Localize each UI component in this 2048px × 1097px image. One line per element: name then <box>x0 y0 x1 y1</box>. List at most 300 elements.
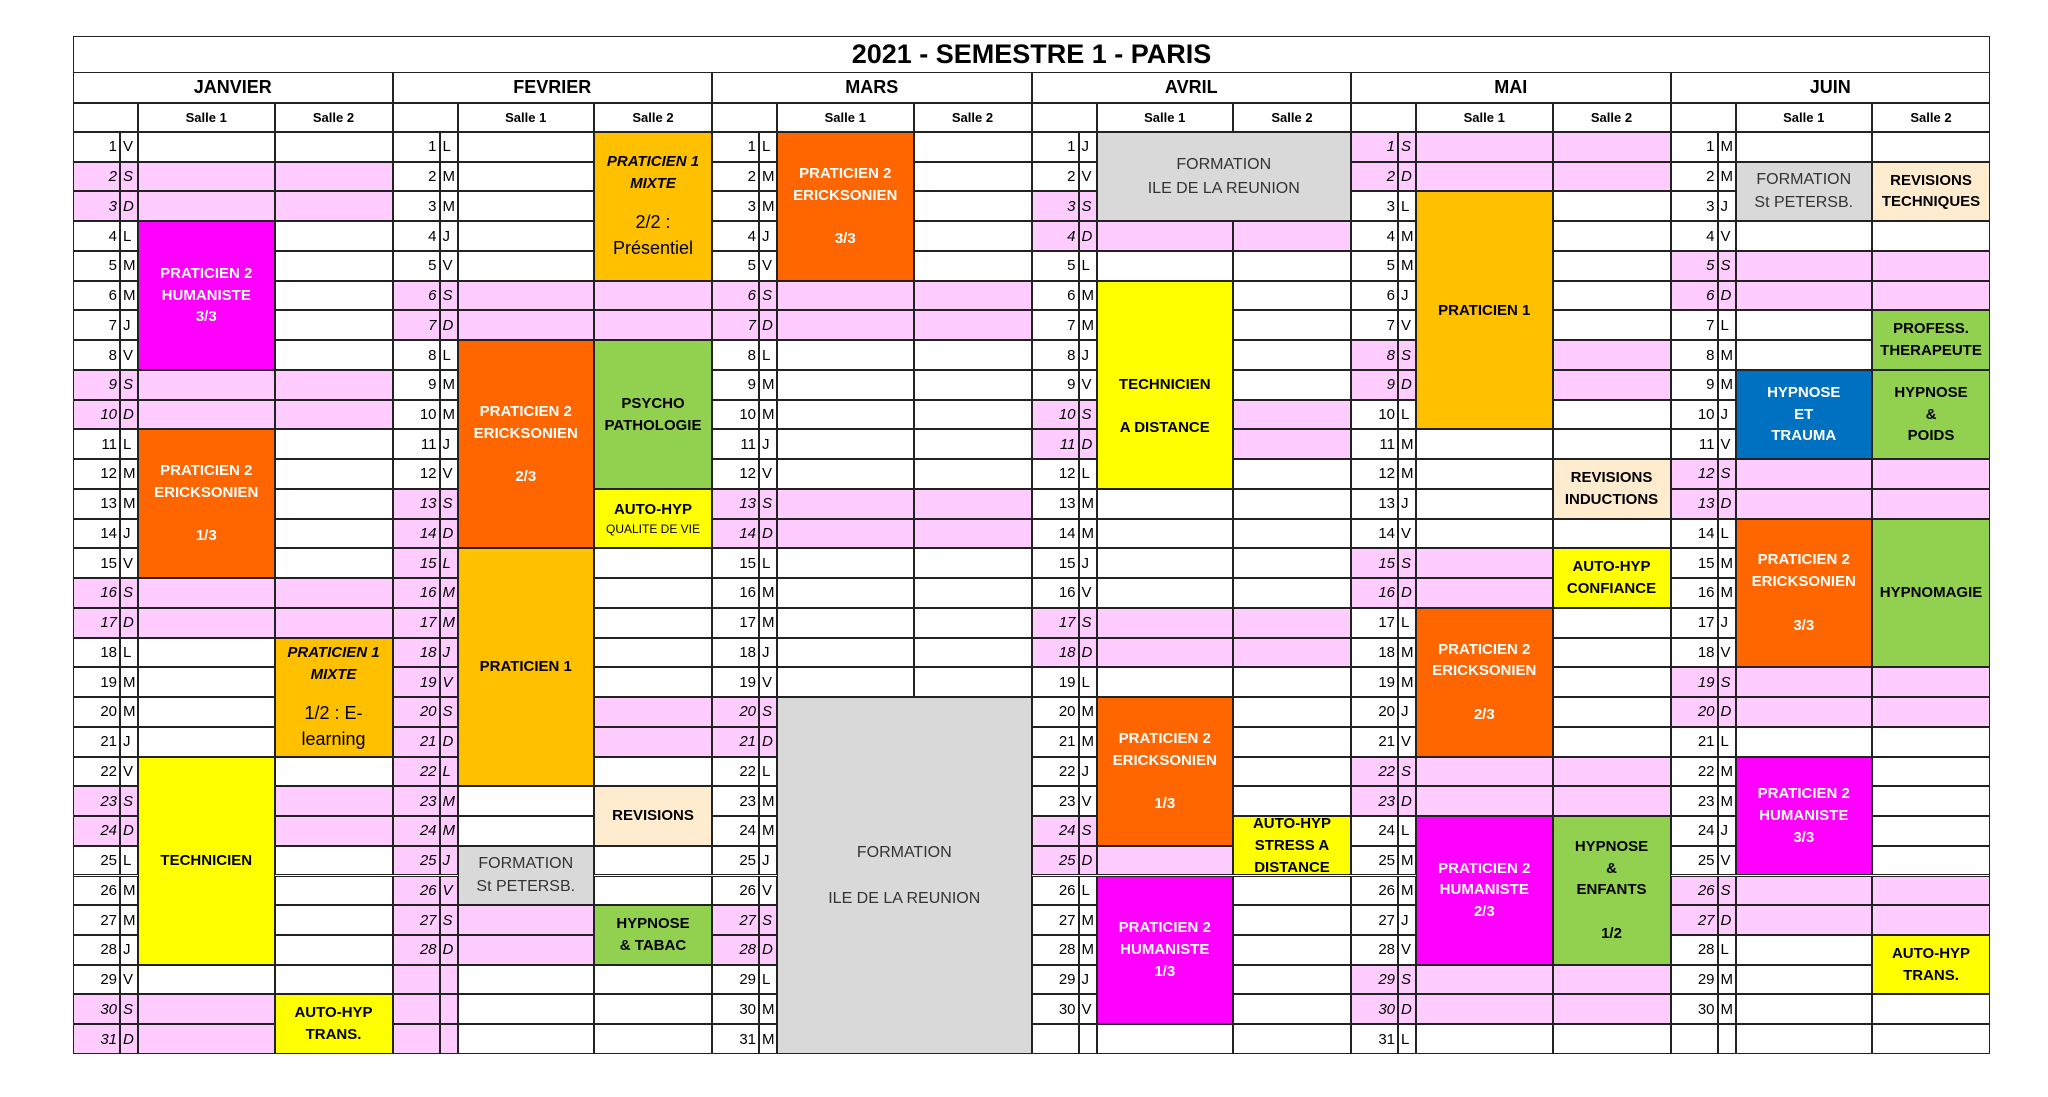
salle1-cell[interactable] <box>777 310 914 340</box>
salle1-cell[interactable] <box>1097 578 1234 608</box>
salle1-cell[interactable] <box>1416 994 1553 1024</box>
salle2-cell[interactable] <box>1553 608 1671 638</box>
salle2-cell[interactable] <box>1233 459 1351 489</box>
salle1-cell[interactable] <box>1736 697 1873 727</box>
salle1-cell[interactable] <box>138 727 275 757</box>
salle1-cell[interactable] <box>458 132 595 162</box>
salle1-cell[interactable] <box>1736 459 1873 489</box>
salle2-cell[interactable] <box>1553 667 1671 697</box>
salle1-cell[interactable] <box>138 578 275 608</box>
salle1-cell[interactable] <box>458 786 595 816</box>
event-praticien-1[interactable] <box>594 132 712 281</box>
salle2-cell[interactable] <box>275 251 393 281</box>
day-letter: M <box>762 1030 775 1048</box>
salle2-cell[interactable] <box>1553 370 1671 400</box>
salle1-cell[interactable] <box>458 1024 595 1054</box>
salle2-cell[interactable] <box>1553 697 1671 727</box>
day-number: 28 <box>419 941 437 959</box>
day-number: 26 <box>739 881 756 899</box>
salle1-cell[interactable] <box>1416 786 1553 816</box>
salle2-cell[interactable] <box>1233 1024 1351 1054</box>
day-letter: L <box>1401 822 1410 840</box>
salle2-cell[interactable] <box>1233 638 1351 668</box>
salle1-cell[interactable] <box>1736 1024 1873 1054</box>
salle2-cell[interactable] <box>1553 281 1671 311</box>
salle2-cell[interactable] <box>1553 132 1671 162</box>
salle2-cell[interactable] <box>914 548 1032 578</box>
salle2-cell[interactable] <box>1553 191 1671 221</box>
event-praticien-1[interactable] <box>458 548 595 786</box>
day-number: 18 <box>739 643 756 661</box>
salle2-cell[interactable] <box>275 370 393 400</box>
salle2-cell[interactable] <box>1553 638 1671 668</box>
salle1-cell[interactable] <box>1736 667 1873 697</box>
salle2-cell[interactable] <box>1872 846 1990 876</box>
salle1-cell[interactable] <box>777 429 914 459</box>
event-technicien[interactable] <box>138 757 275 965</box>
salle1-cell[interactable] <box>1736 994 1873 1024</box>
salle2-cell[interactable] <box>1233 281 1351 311</box>
event-praticien-2[interactable] <box>1416 608 1553 757</box>
salle2-cell[interactable] <box>1233 786 1351 816</box>
salle2-cell[interactable] <box>594 846 712 876</box>
salle2-cell[interactable] <box>1233 727 1351 757</box>
salle2-cell[interactable] <box>1872 1024 1990 1054</box>
salle1-cell[interactable] <box>1736 965 1873 995</box>
day-number: 12 <box>1697 465 1715 483</box>
salle2-cell[interactable] <box>275 459 393 489</box>
salle2-cell[interactable] <box>1872 905 1990 935</box>
salle2-cell[interactable] <box>1233 667 1351 697</box>
salle2-cell[interactable] <box>1553 786 1671 816</box>
salle2-cell[interactable] <box>914 310 1032 340</box>
salle2-cell[interactable] <box>1872 697 1990 727</box>
salle2-cell[interactable] <box>594 994 712 1024</box>
salle2-cell[interactable] <box>275 429 393 459</box>
salle1-cell[interactable] <box>1416 548 1553 578</box>
salle2-cell[interactable] <box>1233 251 1351 281</box>
event-praticien-2[interactable] <box>458 340 595 548</box>
event-formation[interactable] <box>777 697 1032 1054</box>
event-hypnomagie[interactable] <box>1872 519 1990 668</box>
day-letter: J <box>1720 614 1728 632</box>
day-number: 8 <box>108 346 117 364</box>
day-number: 24 <box>419 822 437 840</box>
salle1-cell[interactable] <box>1736 340 1873 370</box>
salle2-cell[interactable] <box>1553 965 1671 995</box>
event-praticien-2[interactable] <box>1097 697 1234 846</box>
day-number: 3 <box>1386 197 1395 215</box>
day-letter: L <box>442 138 451 156</box>
salle2-cell[interactable] <box>1233 876 1351 906</box>
salle1-cell[interactable] <box>458 221 595 251</box>
event-praticien-1[interactable] <box>275 638 393 757</box>
day-letter: S <box>442 495 453 513</box>
salle2-cell[interactable] <box>275 608 393 638</box>
salle2-cell[interactable] <box>914 638 1032 668</box>
salle1-cell[interactable] <box>138 162 275 192</box>
salle1-cell[interactable] <box>138 191 275 221</box>
event-profess-[interactable] <box>1872 310 1990 369</box>
salle2-cell[interactable] <box>1233 340 1351 370</box>
salle2-cell[interactable] <box>914 429 1032 459</box>
salle1-cell[interactable] <box>1736 221 1873 251</box>
salle2-cell[interactable] <box>1872 489 1990 519</box>
salle2-cell[interactable] <box>594 578 712 608</box>
salle1-cell[interactable] <box>138 697 275 727</box>
day-letter: J <box>1401 703 1409 721</box>
salle2-cell[interactable] <box>1233 608 1351 638</box>
salle1-cell[interactable] <box>1416 132 1553 162</box>
event-hypnose[interactable] <box>1553 816 1671 965</box>
salle2-cell[interactable] <box>275 132 393 162</box>
salle1-cell[interactable] <box>1416 489 1553 519</box>
salle2-cell[interactable] <box>594 548 712 578</box>
salle2-cell[interactable] <box>275 162 393 192</box>
day-letter: J <box>123 524 131 542</box>
day-letter: D <box>762 524 773 542</box>
salle1-cell[interactable] <box>458 905 595 935</box>
salle1-cell[interactable] <box>138 1024 275 1054</box>
salle1-cell[interactable] <box>1736 310 1873 340</box>
salle1-cell[interactable] <box>458 994 595 1024</box>
day-number: 5 <box>1386 257 1395 275</box>
event-praticien-2[interactable] <box>138 221 275 370</box>
salle2-cell[interactable] <box>914 370 1032 400</box>
day-letter: M <box>1401 852 1414 870</box>
day-letter: L <box>762 971 771 989</box>
day-number: 26 <box>100 881 117 899</box>
event-revisions[interactable] <box>594 786 712 845</box>
salle2-cell[interactable] <box>914 191 1032 221</box>
event-praticien-2[interactable] <box>1736 757 1873 876</box>
event-hypnose[interactable] <box>594 905 712 964</box>
salle2-cell[interactable] <box>914 221 1032 251</box>
salle1-cell[interactable] <box>1097 667 1234 697</box>
salle2-cell[interactable] <box>1872 667 1990 697</box>
event-label-line: 1/3 <box>1154 795 1176 813</box>
day-letter: S <box>1720 673 1731 691</box>
salle2-cell[interactable] <box>1872 994 1990 1024</box>
day-number: 6 <box>108 287 117 305</box>
salle2-cell[interactable] <box>275 846 393 876</box>
day-letter: V <box>1401 316 1412 334</box>
salle1-cell[interactable] <box>777 578 914 608</box>
event-formation[interactable] <box>1097 132 1352 221</box>
salle1-cell[interactable] <box>1097 251 1234 281</box>
day-number: 2 <box>1706 168 1715 186</box>
salle1-cell[interactable] <box>1416 429 1553 459</box>
salle1-cell[interactable] <box>458 251 595 281</box>
salle1-cell[interactable] <box>1097 846 1234 876</box>
salle1-cell[interactable] <box>1416 459 1553 489</box>
salle2-cell[interactable] <box>1233 429 1351 459</box>
salle2-cell[interactable] <box>1872 281 1990 311</box>
day-number: 18 <box>419 643 437 661</box>
salle2-cell[interactable] <box>1233 221 1351 251</box>
salle1-cell[interactable] <box>777 400 914 430</box>
salle2-cell[interactable] <box>1872 251 1990 281</box>
event-formation[interactable] <box>458 846 595 905</box>
salle1-cell[interactable] <box>138 400 275 430</box>
salle1-cell[interactable] <box>777 370 914 400</box>
salle1-cell[interactable] <box>1097 221 1234 251</box>
salle2-cell[interactable] <box>1553 400 1671 430</box>
salle2-cell[interactable] <box>1233 757 1351 787</box>
salle1-cell[interactable] <box>777 548 914 578</box>
salle2-cell[interactable] <box>914 608 1032 638</box>
salle2-cell[interactable] <box>914 519 1032 549</box>
day-number: 6 <box>1067 287 1076 305</box>
day-letter: D <box>442 733 454 751</box>
salle2-cell[interactable] <box>1553 757 1671 787</box>
salle1-cell[interactable] <box>1736 876 1873 906</box>
event-revisions[interactable] <box>1872 162 1990 221</box>
salle2-cell[interactable] <box>275 578 393 608</box>
salle2-cell[interactable] <box>1553 727 1671 757</box>
salle1-cell[interactable] <box>458 816 595 846</box>
salle2-cell[interactable] <box>914 251 1032 281</box>
salle1-cell[interactable] <box>458 310 595 340</box>
salle1-cell[interactable] <box>1736 905 1873 935</box>
salle2-cell[interactable] <box>275 905 393 935</box>
salle2-cell[interactable] <box>275 281 393 311</box>
day-letter: S <box>1401 346 1412 364</box>
event-praticien-1[interactable] <box>1416 191 1553 429</box>
day-number: 28 <box>739 941 756 959</box>
salle2-cell[interactable] <box>275 340 393 370</box>
salle2-cell[interactable] <box>275 816 393 846</box>
header-blank <box>73 103 138 132</box>
event-praticien-2[interactable] <box>1416 816 1553 965</box>
event-auto-hyp[interactable] <box>1233 816 1351 875</box>
salle2-cell[interactable] <box>1233 994 1351 1024</box>
salle2-cell[interactable] <box>275 965 393 995</box>
event-auto-hyp[interactable] <box>275 994 393 1053</box>
event-label-line: 3/3 <box>195 308 217 326</box>
salle1-cell[interactable] <box>138 638 275 668</box>
salle1-cell[interactable] <box>1416 757 1553 787</box>
event-revisions[interactable] <box>1553 459 1671 518</box>
salle1-cell[interactable] <box>1097 608 1234 638</box>
salle2-cell[interactable] <box>914 281 1032 311</box>
header-blank <box>1671 103 1736 132</box>
salle2-cell[interactable] <box>1233 965 1351 995</box>
day-number: 30 <box>739 1000 756 1018</box>
salle2-cell[interactable] <box>1872 786 1990 816</box>
day-letter: S <box>442 703 453 721</box>
day-letter: M <box>762 822 775 840</box>
event-praticien-2[interactable] <box>1097 876 1234 1025</box>
salle1-cell[interactable] <box>1736 251 1873 281</box>
event-label-line: PRATICIEN 2 <box>1118 919 1211 937</box>
day-letter: J <box>1081 554 1089 572</box>
day-letter: D <box>1081 852 1093 870</box>
salle2-cell[interactable] <box>1233 697 1351 727</box>
salle2-cell[interactable] <box>275 935 393 965</box>
salle2-cell[interactable] <box>275 519 393 549</box>
salle2-cell[interactable] <box>1553 994 1671 1024</box>
event-hypnose[interactable] <box>1872 370 1990 459</box>
salle1-cell[interactable] <box>458 935 595 965</box>
event-label-line: AUTO-HYP <box>1572 558 1651 576</box>
salle1-cell[interactable] <box>777 281 914 311</box>
salle2-cell[interactable] <box>1233 489 1351 519</box>
salle2-cell[interactable] <box>594 638 712 668</box>
salle2-cell[interactable] <box>914 459 1032 489</box>
day-letter: V <box>1720 227 1731 245</box>
salle2-cell[interactable] <box>1872 876 1990 906</box>
event-label-line: HUMANISTE <box>1439 881 1529 899</box>
salle2-cell[interactable] <box>1233 935 1351 965</box>
day-letter: J <box>442 852 450 870</box>
event-hypnose[interactable] <box>1736 370 1873 459</box>
salle2-cell[interactable] <box>594 608 712 638</box>
salle2-cell[interactable] <box>594 281 712 311</box>
event-label-line: ERICKSONIEN <box>1432 662 1537 680</box>
salle2-cell[interactable] <box>1872 816 1990 846</box>
salle2-cell[interactable] <box>1553 429 1671 459</box>
salle2-cell[interactable] <box>914 340 1032 370</box>
salle1-cell[interactable] <box>1097 1024 1234 1054</box>
salle1-cell[interactable] <box>1097 638 1234 668</box>
salle1-cell[interactable] <box>1416 1024 1553 1054</box>
salle2-cell[interactable] <box>594 727 712 757</box>
salle1-cell[interactable] <box>1736 727 1873 757</box>
day-number: 8 <box>1386 346 1395 364</box>
day-number: 10 <box>739 406 756 424</box>
salle1-cell[interactable] <box>1736 281 1873 311</box>
salle1-cell[interactable] <box>1416 162 1553 192</box>
salle1-cell[interactable] <box>138 667 275 697</box>
salle1-cell[interactable] <box>138 370 275 400</box>
salle1-header: Salle 1 <box>185 110 227 125</box>
salle2-cell[interactable] <box>914 132 1032 162</box>
salle2-cell[interactable] <box>594 757 712 787</box>
salle2-cell[interactable] <box>1872 757 1990 787</box>
salle2-cell[interactable] <box>275 757 393 787</box>
salle2-cell[interactable] <box>1553 1024 1671 1054</box>
day-number: 2 <box>747 168 756 186</box>
salle1-cell[interactable] <box>458 162 595 192</box>
salle1-cell[interactable] <box>138 994 275 1024</box>
salle1-cell[interactable] <box>138 965 275 995</box>
event-label-line: PRATICIEN 2 <box>160 462 253 480</box>
day-number: 20 <box>100 703 117 721</box>
day-letter: L <box>442 346 451 364</box>
day-number: 9 <box>108 376 117 394</box>
salle2-cell[interactable] <box>1233 370 1351 400</box>
salle1-cell[interactable] <box>1416 965 1553 995</box>
salle2-cell[interactable] <box>1553 162 1671 192</box>
salle1-cell[interactable] <box>777 489 914 519</box>
salle1-cell[interactable] <box>1736 935 1873 965</box>
event-praticien-2[interactable] <box>777 132 914 281</box>
event-auto-hyp[interactable] <box>1553 548 1671 607</box>
day-letter: L <box>1081 257 1090 275</box>
salle2-cell[interactable] <box>275 191 393 221</box>
event-psycho[interactable] <box>594 340 712 489</box>
salle1-cell[interactable] <box>138 608 275 638</box>
salle1-cell[interactable] <box>138 132 275 162</box>
salle2-cell[interactable] <box>1553 340 1671 370</box>
event-auto-hyp-trans-[interactable] <box>1872 935 1990 994</box>
event-technicien[interactable] <box>1097 281 1234 489</box>
salle1-cell[interactable] <box>1736 132 1873 162</box>
day-letter: J <box>442 227 450 245</box>
salle2-cell[interactable] <box>1872 459 1990 489</box>
day-letter: D <box>123 822 134 840</box>
salle1-cell[interactable] <box>458 281 595 311</box>
salle2-cell[interactable] <box>275 489 393 519</box>
salle1-cell[interactable] <box>1097 519 1234 549</box>
salle1-cell[interactable] <box>777 340 914 370</box>
salle2-cell[interactable] <box>1553 221 1671 251</box>
salle2-cell[interactable] <box>1872 221 1990 251</box>
salle2-cell[interactable] <box>1553 310 1671 340</box>
salle2-cell[interactable] <box>275 221 393 251</box>
salle2-cell[interactable] <box>275 786 393 816</box>
salle2-cell[interactable] <box>1233 578 1351 608</box>
salle1-cell[interactable] <box>777 638 914 668</box>
salle2-cell[interactable] <box>1233 400 1351 430</box>
salle2-cell[interactable] <box>1553 519 1671 549</box>
salle2-cell[interactable] <box>1233 905 1351 935</box>
salle1-cell[interactable] <box>777 459 914 489</box>
salle1-cell[interactable] <box>777 608 914 638</box>
salle2-cell[interactable] <box>594 965 712 995</box>
salle2-cell[interactable] <box>594 667 712 697</box>
salle1-cell[interactable] <box>777 519 914 549</box>
salle1-cell[interactable] <box>1736 489 1873 519</box>
salle1-cell[interactable] <box>1416 519 1553 549</box>
salle2-cell[interactable] <box>1233 519 1351 549</box>
day-number: 9 <box>1706 376 1715 394</box>
salle2-cell[interactable] <box>914 578 1032 608</box>
salle2-cell[interactable] <box>1233 310 1351 340</box>
event-formation[interactable] <box>1736 162 1873 221</box>
salle2-cell[interactable] <box>594 1024 712 1054</box>
salle2-cell[interactable] <box>594 310 712 340</box>
salle2-cell[interactable] <box>914 162 1032 192</box>
salle2-cell[interactable] <box>275 548 393 578</box>
salle2-cell[interactable] <box>275 310 393 340</box>
salle2-cell[interactable] <box>914 400 1032 430</box>
salle2-cell[interactable] <box>1872 727 1990 757</box>
salle1-cell[interactable] <box>1097 489 1234 519</box>
salle1-cell[interactable] <box>777 667 914 697</box>
salle2-cell[interactable] <box>275 400 393 430</box>
day-number: 24 <box>1697 822 1715 840</box>
day-number: 29 <box>100 971 117 989</box>
salle2-cell[interactable] <box>914 667 1032 697</box>
event-praticien-2[interactable] <box>138 429 275 578</box>
salle2-cell[interactable] <box>1872 132 1990 162</box>
day-letter: L <box>123 643 132 661</box>
salle2-cell[interactable] <box>914 489 1032 519</box>
salle2-cell[interactable] <box>594 876 712 906</box>
salle1-cell[interactable] <box>458 191 595 221</box>
salle1-cell[interactable] <box>458 965 595 995</box>
salle2-cell[interactable] <box>1233 548 1351 578</box>
event-praticien-2[interactable] <box>1736 519 1873 668</box>
event-auto-hyp[interactable] <box>594 489 712 548</box>
salle2-cell[interactable] <box>275 876 393 906</box>
salle1-cell[interactable] <box>1416 578 1553 608</box>
salle1-cell[interactable] <box>1097 548 1234 578</box>
salle2-cell[interactable] <box>594 697 712 727</box>
salle2-cell[interactable] <box>1553 251 1671 281</box>
